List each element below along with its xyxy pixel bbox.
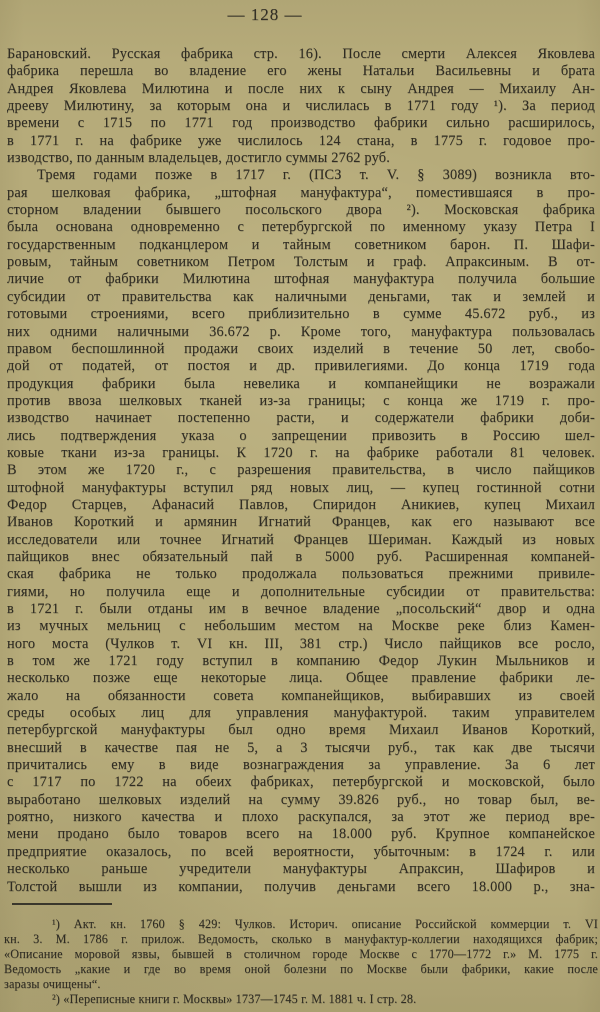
footnote-line: ¹) Акт. кн. 1760 § 429: Чулков. Историч. описание Российской коммерции т. VI bbox=[52, 917, 598, 931]
text-line: в 1721 г. были отданы им в вечное владение „посольский“ двор и одна bbox=[7, 601, 595, 617]
text-line: Толстой вышли из компании, получив деньгами всего 18.000 р., зна- bbox=[7, 878, 595, 895]
text-line: сторном владении бывшего посольского двора ²). Московская фабрика bbox=[7, 202, 595, 219]
text-line: в том же 1721 году вступил в компанию Федор Лукин Мыльников и bbox=[7, 653, 595, 670]
text-line: исследователи или точнее Игнатий Францев Шериман. Каждый из новых bbox=[7, 531, 595, 548]
text-line: Барановский. Русская фабрика стр. 16). После смерти Алексея Яковлева bbox=[7, 46, 595, 62]
text-line: них одними наличными 36.672 р. Кроме того, мануфактура пользовалась bbox=[7, 323, 595, 340]
text-line: рая шелковая фабрика, „штофная мануфактура“, поместившаяся в про- bbox=[7, 184, 595, 201]
text-line: ного моста (Чулков т. VI кн. III, 381 стр.) Число пайщиков все росло, bbox=[7, 635, 595, 652]
text-line: дой от податей, от постоя и др. привилегиями. До конца 1719 года bbox=[7, 358, 595, 375]
text-line: из мучных мельниц с небольшим местом на Москве реке близ Камен- bbox=[7, 618, 595, 635]
text-line: лись подтверждения указа о запрещении привозить в Россию шел- bbox=[7, 427, 595, 444]
text-line: в 1771 г. на фабрике уже числилось 124 стана, в 1775 г. годовое про- bbox=[7, 132, 595, 149]
text-line: В этом же 1720 г., с разрешения правительства, в число пайщиков bbox=[7, 462, 595, 479]
text-line: причитались ему в виде вознаграждения за управление. За 6 лет bbox=[7, 757, 595, 774]
body-text bbox=[7, 46, 595, 896]
text-line: с 1717 по 1722 на обеих фабриках, петербургской и московской, было bbox=[7, 774, 595, 791]
text-line: предприятие оказалось, по всей вероятности, убыточным: в 1724 г. или bbox=[7, 843, 595, 860]
text-line: правом беспошлинной продажи своих изделий в течение 50 лет, свобо- bbox=[7, 340, 595, 357]
text-line: штофной мануфактуры вступил ряд новых лиц, — купец гостинной сотни bbox=[7, 479, 595, 496]
text-line: Тремя годами позже в 1717 г. (ПСЗ т. V. § 3089) возникла вто- bbox=[37, 167, 595, 184]
footnote-separator bbox=[12, 903, 112, 905]
text-line: субсидии от правительства как наличными деньгами, так и землей и bbox=[7, 288, 595, 305]
text-line: пайщиков внес обязательный пай в 5000 руб. Расширенная компаней- bbox=[7, 548, 595, 565]
text-line: выработано шелковых изделий на сумму 39.826 руб., но товар был, ве- bbox=[7, 791, 595, 808]
text-line: несколько позже еще некоторые лица. Общее правление фабрики ле- bbox=[7, 670, 595, 687]
footnote-line: заразы очищены“. bbox=[4, 977, 101, 991]
text-line: готовыми строениями, всего приблизительно в сумме 45.672 руб., из bbox=[7, 306, 595, 323]
text-line: ровым, тайным советником Петром Толстым и граф. Апраксиным. В от- bbox=[7, 254, 595, 271]
text-line: фабрика перешла во владение его жены Натальи Васильевны и брата bbox=[7, 63, 595, 80]
text-line: среды особых лиц для управления мануфактурой. таким управителем bbox=[7, 705, 595, 722]
text-line: дрееву Милютину, за которым она и числилась в 1771 году ¹). За период bbox=[7, 98, 595, 115]
footnote-line: кн. 3. М. 1786 г. прилож. Ведомость, сколько в мануфактур-коллегии находящихся фабрик; bbox=[4, 932, 598, 946]
text-line: гиями, но получила еще и дополнительные субсидии от правительства: bbox=[7, 583, 595, 600]
text-line: продукция фабрики была невелика и компанейщики не возражали bbox=[7, 375, 595, 392]
text-line: была основана одновременно с петербургской по именному указу Петра I bbox=[7, 219, 595, 236]
text-line: Федор Старцев, Афанасий Павлов, Спиридон Аникиев, купец Михаил bbox=[7, 496, 595, 513]
text-line: роятно, низкого качества и плохо раскупался, за этот же период вре- bbox=[7, 809, 595, 826]
footnote-line: ²) «Переписные книги г. Москвы» 1737—1745 г. М. 1881 ч. I стр. 28. bbox=[52, 992, 417, 1006]
text-line: Иванов Короткий и армянин Игнатий Францев, как его называют все bbox=[7, 514, 595, 531]
footnotes bbox=[4, 917, 598, 1007]
text-line: внесший в качестве пая не 5, а 3 тысячи руб., так как две тысячи bbox=[7, 739, 595, 756]
text-line: времени с 1715 по 1771 год производство фабрики сильно расширилось, bbox=[7, 115, 595, 132]
text-line: ская фабрика не только продолжала пользоваться прежними привиле- bbox=[7, 566, 595, 583]
text-line: мени продано было товаров всего на 18.000 руб. Крупное компанейское bbox=[7, 826, 595, 843]
text-line: Андрея Яковлева Милютина и после них к сыну Андрея — Михаилу Ан- bbox=[7, 80, 595, 97]
text-line: петербургской мануфактуры был одно время Михаил Иванов Короткий, bbox=[7, 722, 595, 739]
text-line: несколько раньше учредители мануфактуры Апраксин, Шафиров и bbox=[7, 861, 595, 878]
footnote-line: Ведомость „какие и где во время оной болезни по Москве были фабрики, какие после bbox=[4, 962, 598, 976]
text-line: против ввоза шелковых тканей из-за границы; с конца же 1719 г. про- bbox=[7, 392, 595, 409]
text-line: личие от фабрики Милютина штофная мануфактура получила большие bbox=[7, 271, 595, 288]
text-line: ковые ткани из-за границы. К 1720 г. на фабрике работали 81 человек. bbox=[7, 444, 595, 461]
text-line: государственным подканцлером и тайным советником барон. П. Шафи- bbox=[7, 236, 595, 253]
text-line: изводство начинает постепенно расти, и содержатели фабрики доби- bbox=[7, 410, 595, 427]
footnote-line: «Описание моровой язвы, бывшей в столичном городе Москве с 1770—1772 г.» М. 1775 г. bbox=[4, 947, 598, 961]
text-line: изводство, по данным владельцев, достигло суммы 2762 руб. bbox=[7, 150, 390, 167]
text-line: жало на обязанности совета компанейщиков, выбиравших из своей bbox=[7, 687, 595, 704]
page-number: — 128 — bbox=[227, 5, 303, 24]
